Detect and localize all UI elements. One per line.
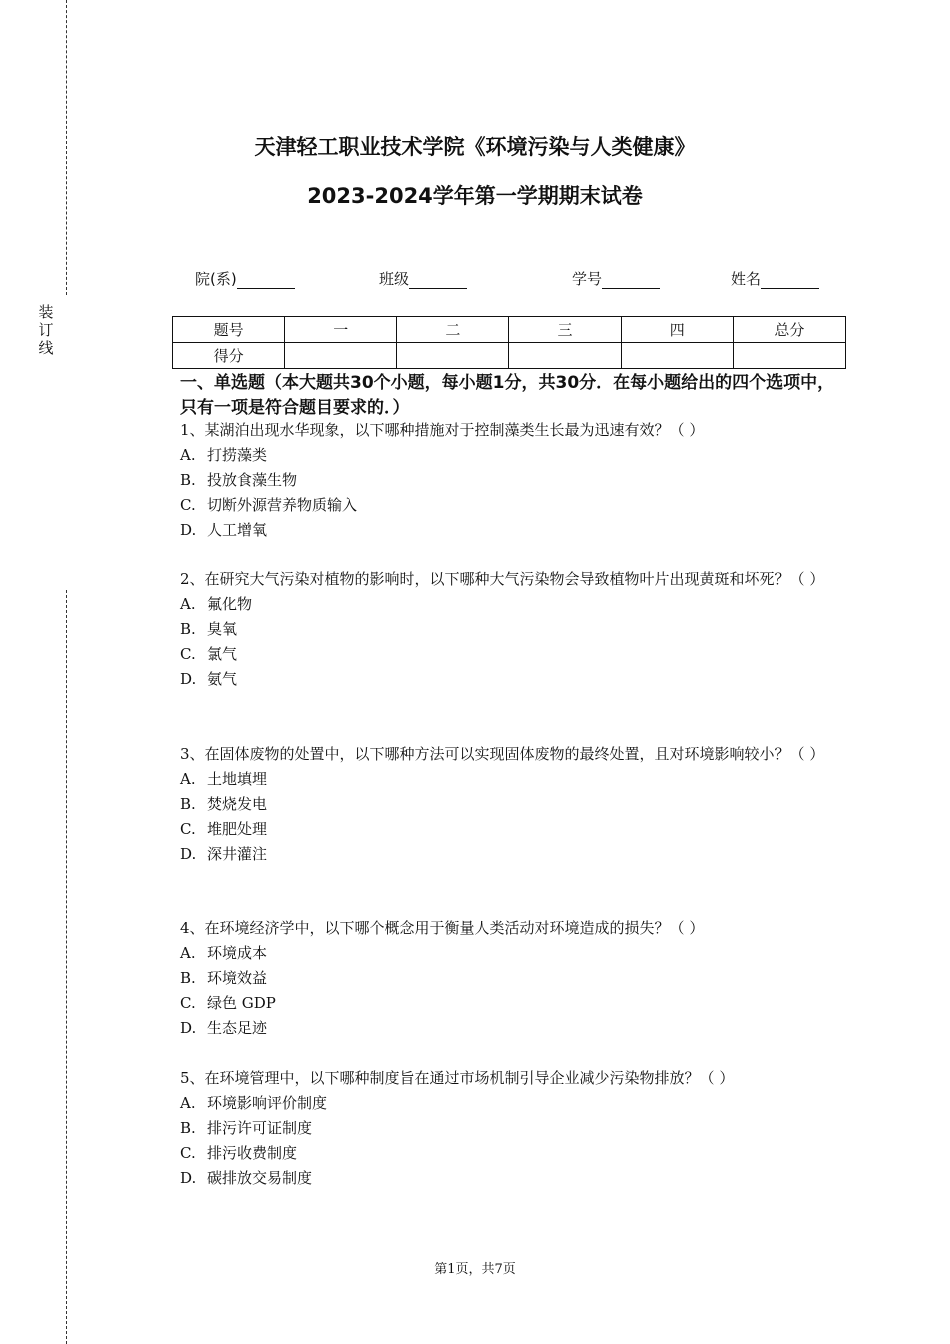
class-field (379, 268, 467, 289)
score-table-header-row (173, 317, 846, 343)
option-letter: B. (180, 620, 196, 638)
student-id-field (572, 268, 660, 289)
dept-label: 院(系) (195, 270, 237, 288)
option-text: 臭氧 (207, 620, 238, 638)
score-header-cell: 三 (509, 317, 621, 343)
question-stem: 5、在环境管理中，以下哪种制度旨在通过市场机制引导企业减少污染物排放？（ ） (180, 1069, 735, 1087)
option-text: 堆肥处理 (207, 820, 268, 838)
option-letter: D. (180, 670, 197, 688)
score-row-label: 得分 (173, 343, 285, 369)
option-b (180, 1116, 860, 1141)
student-info-row (0, 268, 950, 292)
option-b (180, 617, 860, 642)
option-text: 土地填埋 (207, 770, 268, 788)
option-letter: C. (180, 645, 196, 663)
question-5 (180, 1066, 860, 1191)
option-c (180, 493, 860, 518)
option-c (180, 1141, 860, 1166)
option-letter: D. (180, 521, 197, 539)
option-letter: B. (180, 471, 196, 489)
option-d (180, 1016, 860, 1041)
binding-label: 装订线 (38, 303, 54, 357)
option-text: 环境效益 (207, 969, 268, 987)
score-header-cell: 题号 (173, 317, 285, 343)
name-blank[interactable] (761, 273, 819, 289)
option-b (180, 792, 860, 817)
option-text: 切断外源营养物质输入 (207, 496, 358, 514)
score-cell[interactable] (733, 343, 845, 369)
dept-field (195, 268, 295, 289)
score-table (172, 316, 846, 369)
option-a (180, 592, 860, 617)
option-text: 绿色 GDP (207, 994, 276, 1012)
score-cell[interactable] (397, 343, 509, 369)
score-cell[interactable] (285, 343, 397, 369)
option-letter: A. (180, 944, 196, 962)
option-letter: A. (180, 770, 196, 788)
name-field (731, 268, 819, 289)
score-table-score-row (173, 343, 846, 369)
option-text: 打捞藻类 (207, 446, 268, 464)
option-text: 环境成本 (207, 944, 268, 962)
option-d (180, 1166, 860, 1191)
option-letter: D. (180, 1169, 197, 1187)
option-text: 环境影响评价制度 (207, 1094, 328, 1112)
option-letter: D. (180, 845, 197, 863)
score-header-cell: 四 (621, 317, 733, 343)
option-c (180, 991, 860, 1016)
class-label: 班级 (379, 270, 410, 288)
option-letter: C. (180, 496, 196, 514)
option-d (180, 842, 860, 867)
option-a (180, 941, 860, 966)
score-header-cell: 总分 (733, 317, 845, 343)
option-text: 生态足迹 (207, 1019, 268, 1037)
binding-line-bottom (66, 590, 67, 1344)
option-text: 氟化物 (207, 595, 253, 613)
option-letter: B. (180, 795, 196, 813)
option-text: 人工增氧 (207, 521, 268, 539)
question-4 (180, 916, 860, 1041)
student-id-blank[interactable] (602, 273, 660, 289)
score-cell[interactable] (621, 343, 733, 369)
option-c (180, 817, 860, 842)
exam-title: 天津轻工职业技术学院《环境污染与人类健康》 (254, 135, 696, 159)
exam-subtitle: 2023-2024学年第一学期期末试卷 (307, 184, 643, 208)
option-letter: D. (180, 1019, 197, 1037)
option-letter: A. (180, 1094, 196, 1112)
option-d (180, 518, 860, 543)
page-footer: 第1页，共7页 (434, 1262, 516, 1277)
option-text: 碳排放交易制度 (207, 1169, 313, 1187)
question-stem: 2、在研究大气污染对植物的影响时，以下哪种大气污染物会导致植物叶片出现黄斑和坏死？（ ） (180, 570, 825, 588)
score-cell[interactable] (509, 343, 621, 369)
option-b (180, 468, 860, 493)
score-header-cell: 一 (285, 317, 397, 343)
dept-blank[interactable] (237, 273, 295, 289)
option-text: 焚烧发电 (207, 795, 268, 813)
option-text: 排污收费制度 (207, 1144, 298, 1162)
option-text: 氯气 (207, 645, 238, 663)
question-3 (180, 742, 860, 867)
option-text: 投放食藻生物 (207, 471, 298, 489)
option-c (180, 642, 860, 667)
option-letter: A. (180, 595, 196, 613)
question-2 (180, 567, 860, 692)
option-text: 氨气 (207, 670, 238, 688)
option-text: 排污许可证制度 (207, 1119, 313, 1137)
option-letter: C. (180, 820, 196, 838)
option-a (180, 443, 860, 468)
question-stem: 3、在固体废物的处置中，以下哪种方法可以实现固体废物的最终处置，且对环境影响较小？（ ） (180, 745, 825, 763)
score-header-cell: 二 (397, 317, 509, 343)
section-heading: 一、单选题（本大题共30个小题，每小题1分，共30分．在每小题给出的四个选项中，只有一项是符合题目要求的．） (180, 373, 835, 418)
option-letter: C. (180, 1144, 196, 1162)
option-letter: A. (180, 446, 196, 464)
option-a (180, 767, 860, 792)
option-letter: B. (180, 969, 196, 987)
question-1 (180, 418, 860, 543)
student-id-label: 学号 (572, 270, 603, 288)
option-d (180, 667, 860, 692)
option-letter: B. (180, 1119, 196, 1137)
name-label: 姓名 (731, 270, 762, 288)
option-b (180, 966, 860, 991)
option-letter: C. (180, 994, 196, 1012)
class-blank[interactable] (409, 273, 467, 289)
option-a (180, 1091, 860, 1116)
question-stem: 1、某湖泊出现水华现象，以下哪种措施对于控制藻类生长最为迅速有效？（ ） (180, 421, 705, 439)
question-stem: 4、在环境经济学中，以下哪个概念用于衡量人类活动对环境造成的损失？（ ） (180, 919, 705, 937)
option-text: 深井灌注 (207, 845, 268, 863)
